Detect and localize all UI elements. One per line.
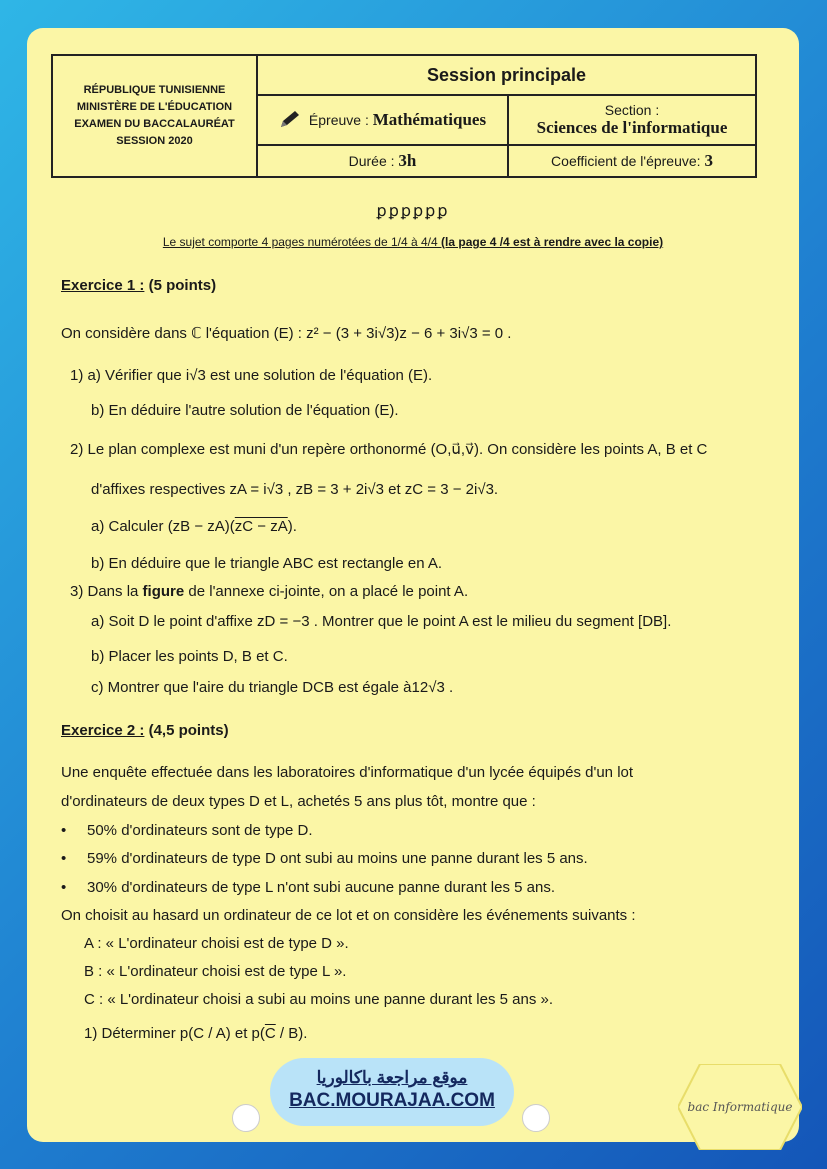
epreuve-label: Épreuve : <box>308 112 369 128</box>
list-item-text: 30% d'ordinateurs de type L n'ont subi aucune panne durant les 5 ans. <box>87 879 556 896</box>
ex2-para-3: On choisit au hasard un ordinateur de ce lot et on considère les événements suivants : <box>61 907 636 924</box>
ex1-q1b: b) En déduire l'autre solution de l'équation (E). <box>91 402 399 419</box>
event-c: C : « L'ordinateur choisi a subi au moins une panne durant les 5 ans ». <box>84 991 553 1008</box>
ex1-q3b: b) Placer les points D, B et C. <box>91 648 288 665</box>
ex1-statement: On considère dans ℂ l'équation (E) : z² − (3 + 3i√3)z − 6 + 3i√3 = 0 . <box>61 325 512 342</box>
exam-header-table <box>51 54 757 178</box>
header-line: MINISTÈRE DE L'ÉDUCATION <box>76 101 233 113</box>
coef-label: Coefficient de l'épreuve: <box>551 153 701 169</box>
coef-cell <box>509 146 755 176</box>
list-item: • 50% d'ordinateurs sont de type D. <box>61 822 313 839</box>
list-item: • 30% d'ordinateurs de type L n'ont subi aucune panne durant les 5 ans. <box>61 879 556 896</box>
ex2-para-1: Une enquête effectuée dans les laboratoires d'informatique d'un lycée équipés d'un lot <box>61 764 634 781</box>
ex1-q3-bold: figure <box>142 583 185 600</box>
decorative-ornament: ꝑꝑꝑꝑꝑꝑ <box>376 203 450 220</box>
list-item-text: 50% d'ordinateurs sont de type D. <box>87 822 313 839</box>
ex1-q1a: 1) a) Vérifier que i√3 est une solution de l'équation (E). <box>70 367 433 384</box>
exam-page <box>27 28 799 1142</box>
exercise-1-title <box>61 277 216 294</box>
ex2-para-2: d'ordinateurs de deux types D et L, achetés 5 ans plus tôt, montre que : <box>61 793 536 810</box>
conjugate-expression: zC − zA <box>234 518 288 535</box>
event-a: A : « L'ordinateur choisi est de type D ». <box>84 935 349 952</box>
ex1-q2a-part: a) Calculer (zB − zA)( <box>91 518 235 535</box>
ministry-block <box>53 56 258 176</box>
ex1-q3-part: 3) Dans la <box>70 583 143 600</box>
pencil-icon <box>279 109 303 132</box>
list-item-text: 59% d'ordinateurs de type D ont subi au moins une panne durant les 5 ans. <box>87 850 588 867</box>
exercise-2-title <box>61 722 229 739</box>
site-banner[interactable] <box>270 1058 514 1126</box>
section-value: Sciences de l'informatique <box>536 118 728 137</box>
intro-plain: Le sujet comporte 4 pages numérotées de 1/4 à 4/4 <box>162 235 442 249</box>
epreuve-cell <box>258 96 509 144</box>
exercise-title-label: Exercice 2 : <box>61 722 145 739</box>
ex1-q3a: a) Soit D le point d'affixe zD = −3 . Montrer que le point A est le milieu du segment [DB]. <box>91 613 672 630</box>
ex1-q3c: c) Montrer que l'aire du triangle DCB est égale à12√3 . <box>91 679 454 696</box>
session-title: Session principale <box>258 56 755 96</box>
ex2-q1-part: 1) Déterminer p(C / A) et p( <box>84 1025 265 1042</box>
exercise-title-label: Exercice 1 : <box>61 277 145 294</box>
bac-informatique-badge <box>678 1064 802 1150</box>
exercise-points: (4,5 points) <box>144 722 229 739</box>
section-label: Section : <box>604 102 660 118</box>
header-line: EXAMEN DU BACCALAURÉAT <box>74 118 235 130</box>
ex1-q2a <box>91 518 297 535</box>
duree-cell <box>258 146 509 176</box>
banner-site-link[interactable]: BAC.MOURAJAA.COM <box>289 1090 495 1111</box>
banner-arabic-title: موقع مراجعة باكالوريا <box>316 1068 468 1087</box>
ex1-q2: 2) Le plan complexe est muni d'un repère orthonormé (O,u⃗,v⃗). On considère les points A, B et C <box>70 441 708 458</box>
duree-label: Durée : <box>348 153 395 169</box>
site-logo-icon <box>232 1104 260 1132</box>
ex1-q3 <box>70 583 468 600</box>
ex1-q2-affixes: d'affixes respectives zA = i√3 , zB = 3 + 2i√3 et zC = 3 − 2i√3. <box>91 481 499 498</box>
epreuve-value: Mathématiques <box>372 110 487 129</box>
ex2-q1 <box>84 1025 307 1042</box>
duree-value: 3h <box>398 151 417 170</box>
header-line: RÉPUBLIQUE TUNISIENNE <box>83 84 226 96</box>
ex2-q1-part: / B). <box>275 1025 308 1042</box>
complement-event: $\overline{C}$ <box>264 1025 276 1042</box>
badge-text: bac Informatique <box>687 1100 793 1114</box>
site-logo-icon <box>522 1104 550 1132</box>
header-line: SESSION 2020 <box>116 135 193 147</box>
event-b: B : « L'ordinateur choisi est de type L ». <box>84 963 347 980</box>
section-cell <box>509 96 755 144</box>
exercise-points: (5 points) <box>144 277 217 294</box>
ex1-q3-part: de l'annexe ci-jointe, on a placé le point A. <box>184 583 469 600</box>
coef-value: 3 <box>704 151 713 170</box>
intro-bold: (la page 4 /4 est à rendre avec la copie) <box>441 235 664 249</box>
ex1-q2b: b) En déduire que le triangle ABC est rectangle en A. <box>91 555 443 572</box>
exam-intro <box>27 235 799 249</box>
list-item: • 59% d'ordinateurs de type D ont subi au moins une panne durant les 5 ans. <box>61 850 588 867</box>
ex1-q2a-part: ). <box>287 518 297 535</box>
